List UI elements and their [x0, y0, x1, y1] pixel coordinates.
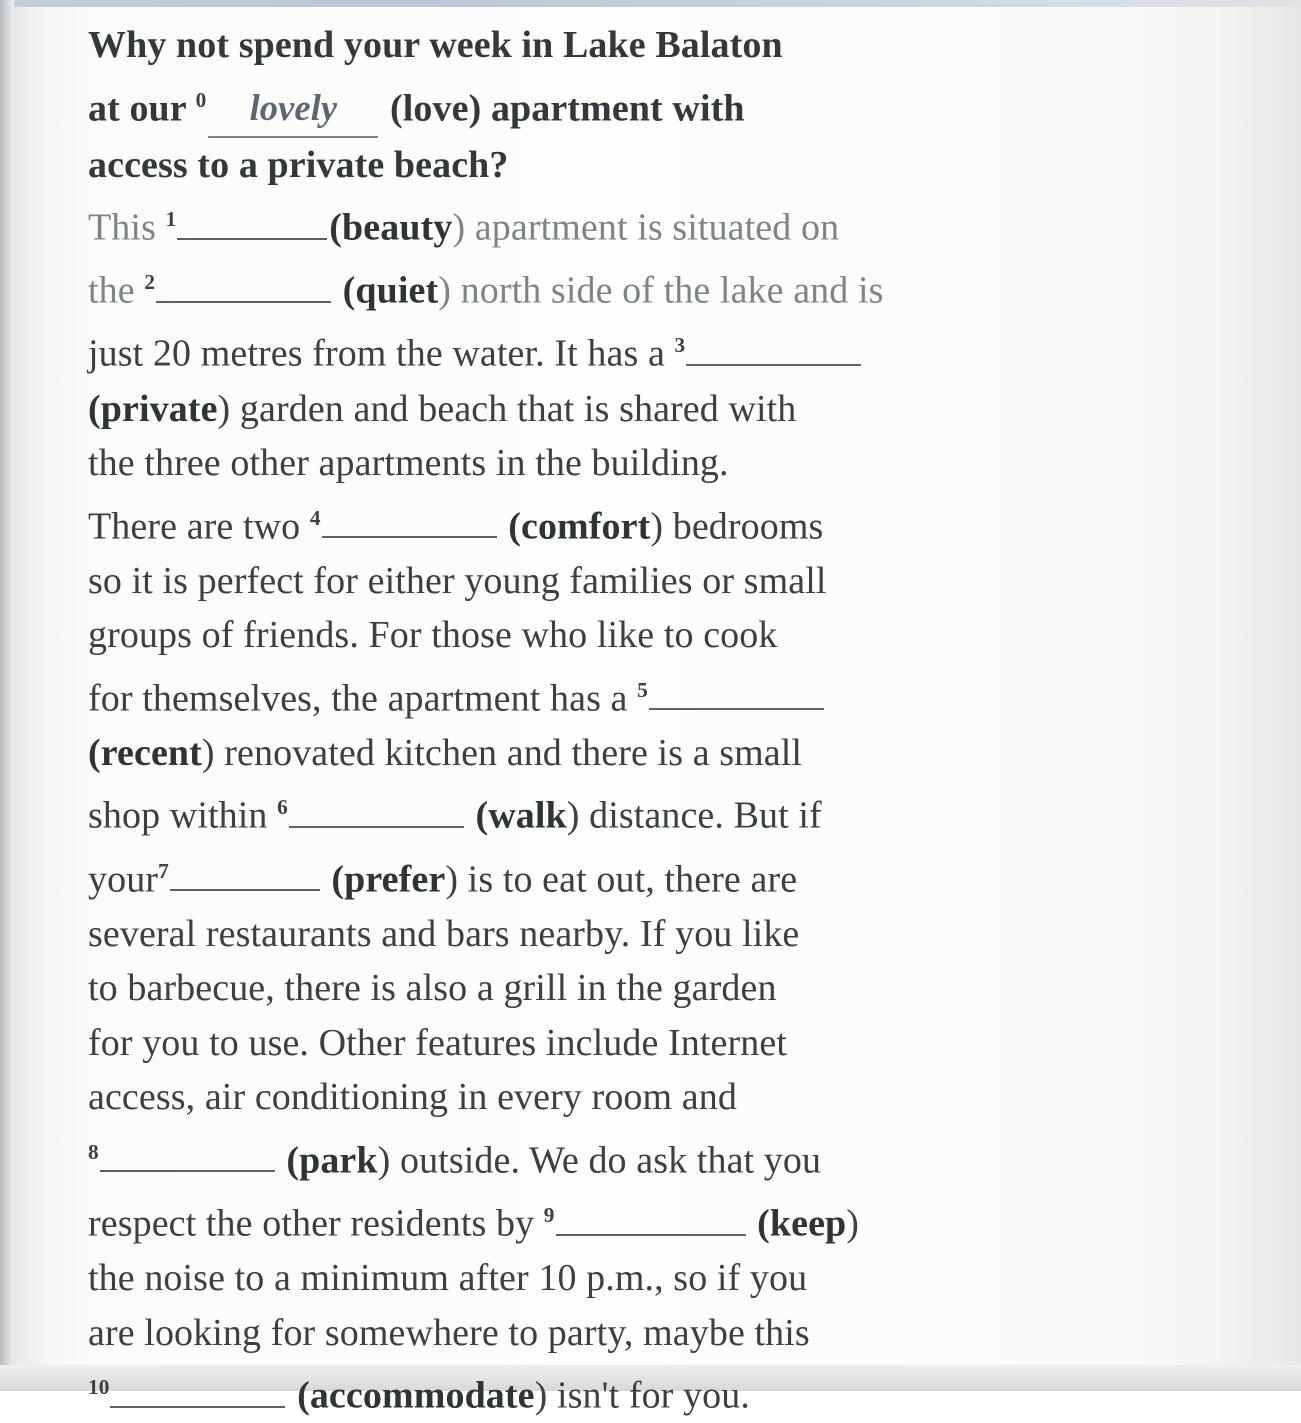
text-run: ) garden and beach that is shared with — [217, 387, 797, 430]
text-run: ) outside. We do ask that you — [377, 1139, 822, 1182]
page-left-edge — [0, 0, 14, 1391]
gap-number: 3 — [674, 333, 686, 358]
text-line — [88, 663, 1138, 726]
text-line — [88, 382, 1138, 437]
text-run: access, air conditioning in every room and — [88, 1076, 737, 1119]
text-run: several restaurants and bars nearby. If you like — [88, 912, 800, 955]
prompt-word: (private — [88, 387, 218, 430]
text-run: access to a private beach? — [88, 143, 509, 186]
text-line — [88, 138, 1138, 193]
text-run: ) bedrooms — [650, 505, 824, 548]
text-line — [88, 18, 1138, 73]
answer-blank[interactable] — [556, 1197, 746, 1235]
text-run: the — [88, 269, 145, 312]
prompt-word: (park — [276, 1139, 378, 1182]
text-line — [88, 1070, 1138, 1125]
text-run: at our — [88, 87, 196, 130]
text-run: This — [88, 206, 166, 249]
text-line — [88, 1251, 1138, 1306]
text-line — [88, 961, 1138, 1016]
prompt-word: (quiet — [333, 269, 439, 312]
text-run: ) is to eat out, there are — [445, 858, 798, 901]
prompt-word: (walk — [465, 795, 567, 838]
answer-blank[interactable] — [170, 853, 320, 891]
text-line — [88, 1306, 1138, 1361]
text-line — [88, 554, 1138, 609]
text-run: Why not spend your week in Lake Balaton — [88, 24, 783, 66]
answer-blank[interactable] — [177, 202, 327, 240]
answer-blank[interactable] — [322, 500, 497, 538]
text-run: the noise to a minimum after 10 p.m., so if you — [88, 1257, 808, 1300]
text-run: ) renovated kitchen and there is a small — [201, 731, 803, 774]
text-run: so it is perfect for either young families or small — [88, 559, 827, 602]
prompt-word: (prefer — [321, 858, 446, 901]
text-run: ) apartment is situated on — [452, 206, 840, 249]
text-line — [88, 780, 1138, 843]
text-run: just 20 metres from the water. It has a — [88, 333, 675, 376]
text-line — [88, 73, 1138, 138]
text-run: There are two — [88, 505, 310, 548]
text-run: to barbecue, there is also a grill in the garden — [88, 967, 777, 1010]
text-run: are looking for somewhere to party, maybe this — [88, 1311, 810, 1354]
answer-blank[interactable] — [156, 265, 331, 303]
text-line — [88, 1125, 1138, 1188]
gap-number: 9 — [543, 1202, 555, 1227]
answer-blank[interactable] — [110, 1370, 285, 1408]
prompt-word: (keep — [747, 1202, 847, 1245]
answer-blank[interactable] — [100, 1134, 275, 1172]
gap-number: 1 — [165, 207, 177, 232]
text-line — [88, 844, 1138, 907]
text-line — [88, 1016, 1138, 1071]
gap-number: 8 — [88, 1139, 99, 1164]
text-run: groups of friends. For those who like to cook — [88, 614, 778, 657]
text-run: ) — [846, 1202, 860, 1245]
text-line — [88, 726, 1138, 781]
prompt-word: (recent — [88, 731, 202, 774]
prompt-word: (comfort — [498, 505, 651, 548]
text-run: for themselves, the apartment has a — [88, 677, 638, 720]
gap-number: 5 — [637, 677, 648, 702]
text-run: the three other apartments in the building. — [88, 442, 729, 485]
text-line — [88, 1360, 1138, 1423]
text-run: ) distance. But if — [566, 795, 822, 838]
text-line — [88, 318, 1138, 381]
gap-number: 4 — [309, 505, 321, 530]
prompt-word: (accommodate — [287, 1374, 535, 1417]
answer-blank[interactable] — [289, 790, 464, 828]
example-answer[interactable]: lovely — [208, 81, 378, 138]
gap-number: 10 — [88, 1375, 110, 1400]
gap-number: 0 — [195, 87, 207, 112]
text-line — [88, 1188, 1138, 1251]
text-run: ) isn't for you. — [534, 1374, 750, 1417]
text-line — [88, 255, 1138, 318]
gap-number: 2 — [144, 270, 156, 295]
prompt-word: (beauty — [329, 206, 453, 249]
answer-blank[interactable] — [686, 328, 861, 366]
text-line — [88, 436, 1138, 491]
text-run: for you to use. Other features include Internet — [88, 1021, 787, 1064]
answer-blank[interactable] — [649, 672, 824, 710]
text-run: respect the other residents by — [88, 1202, 544, 1245]
text-line — [88, 192, 1138, 255]
text-line — [88, 608, 1138, 663]
text-run: your — [88, 858, 159, 901]
text-run: shop within — [88, 795, 278, 838]
exercise-text — [88, 18, 1138, 1423]
gap-number: 6 — [277, 795, 288, 820]
text-line — [88, 491, 1138, 554]
gap-number: 7 — [158, 858, 169, 883]
page-top-edge — [0, 0, 1301, 7]
text-run: ) north side of the lake and is — [438, 269, 884, 312]
text-run: (love) apartment with — [380, 87, 745, 130]
text-line — [88, 907, 1138, 962]
